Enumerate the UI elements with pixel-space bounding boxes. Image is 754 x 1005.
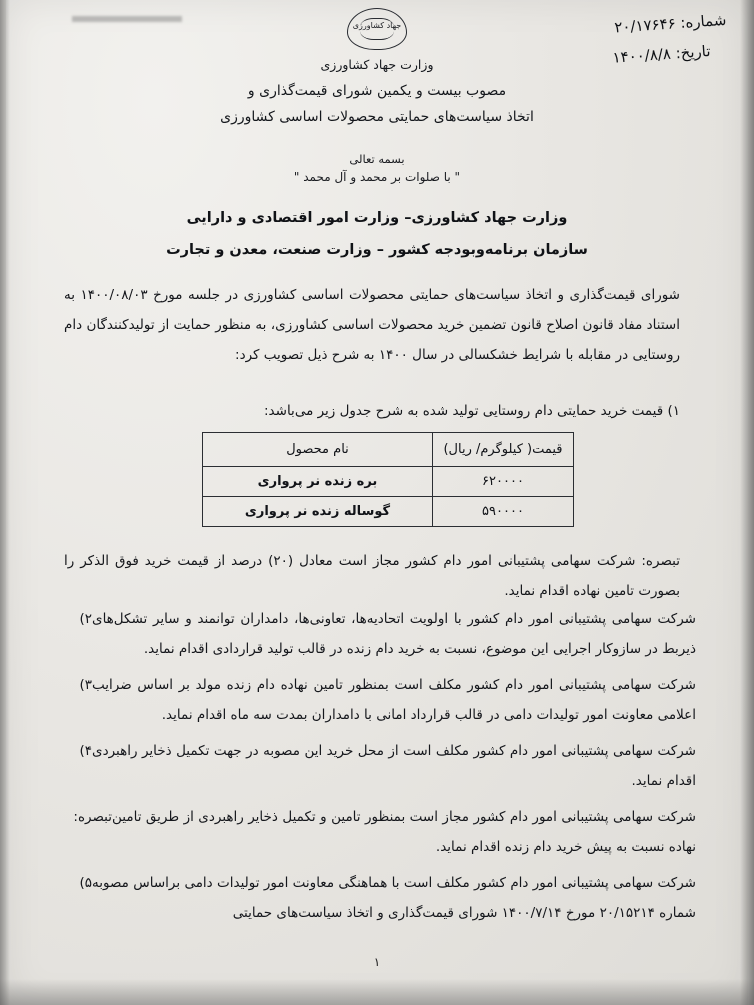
emblem-label: جهاد کشاورزی [352, 21, 402, 30]
ministries-line-2: سازمان برنامه‌وبودجه کشور – وزارت صنعت، معدن و تجارت [166, 242, 588, 258]
salavat-line: " با صلوات بر محمد و آل محمد " [293, 170, 461, 184]
table-header-product: نام محصول [203, 433, 433, 467]
document-header [0, 52, 754, 130]
addressed-ministries [0, 202, 754, 266]
scan-shadow-left [0, 0, 10, 1005]
table-cell-product: بره زنده نر پرواری [203, 467, 433, 497]
table-cell-product: گوساله زنده نر پرواری [203, 497, 433, 527]
list-item-text: شرکت سهامی پشتیبانی امور دام کشور مکلف است از محل خرید این مصوبه در جهت تکمیل ذخایر راهبردی اقدام نماید. [92, 743, 696, 789]
price-table [202, 432, 574, 527]
list-item-marker: ۴) [79, 743, 92, 759]
page-number: ۱ [373, 955, 381, 969]
clause-1-intro: ۱) قیمت خرید حمایتی دام روستایی تولید شده به شرح جدول زیر می‌باشد: [264, 403, 680, 419]
besmeh-taali: بسمه تعالی [349, 152, 405, 166]
ministries-line-1: وزارت جهاد کشاورزی– وزارت امور اقتصادی و دارایی [186, 210, 568, 226]
header-ministry-line: وزارت جهاد کشاورزی [320, 57, 434, 72]
handwritten-number: شماره: ۲۰/۱۷۶۴۶ [613, 10, 727, 37]
scan-shadow-bottom [0, 979, 754, 1005]
table-header-price: قیمت( کیلوگرم/ ریال) [433, 433, 574, 467]
handwritten-date: تاریخ: ۱۴۰۰/۸/۸ [611, 41, 712, 67]
list-item-text: شرکت سهامی پشتیبانی امور دام کشور مکلف است بمنظور تامین نهاده دام زنده مولد بر اساس ضرایب اعلامی معاونت امور تولیدات دامی در قالب قرارداد امانی با دامداران بمدت سه ماه اقدام نماید. [92, 677, 696, 723]
clause-1-note: تبصره: شرکت سهامی پشتیبانی امور دام کشور مجاز است معادل (۲۰) درصد از قیمت خرید فوق الذکر را بصورت تامین نهاده اقدام نماید. [64, 553, 680, 599]
clause-list [58, 604, 696, 934]
preamble-paragraph: شورای قیمت‌گذاری و اتخاذ سیاست‌های حمایتی محصولات اساسی کشاورزی در جلسه مورخ ۱۴۰۰/۰۸/۰۳ به استناد مفاد قانون اصلاح قانون تضمین خرید محصولات اساسی کشاورزی، به منظور حمایت از تولیدکنندگان دام روستایی در مقابله با شرایط خشکسالی در سال ۱۴۰۰ به شرح ذیل تصویب کرد: [64, 287, 680, 363]
table-cell-price: ۵۹۰۰۰۰ [433, 497, 574, 527]
list-item [58, 670, 696, 730]
list-item-text: شرکت سهامی پشتیبانی امور دام کشور مجاز است بمنظور تامین و تکمیل ذخایر راهبردی از طریق تامین نهاده نسبت به پیش خرید دام زنده اقدام نماید. [112, 809, 696, 855]
list-item-marker: تبصره: [73, 809, 112, 825]
list-item-note [58, 802, 696, 862]
table-cell-price: ۶۲۰۰۰۰ [433, 467, 574, 497]
list-item-marker: ۵) [79, 875, 92, 891]
list-item [58, 604, 696, 664]
list-item-text: شرکت سهامی پشتیبانی امور دام کشور مکلف است با هماهنگی معاونت امور تولیدات دامی براساس مصوبه شماره ۲۰/۱۵۲۱۴ مورخ ۱۴۰۰/۷/۱۴ شورای قیمت‌گذاری و اتخاذ سیاست‌های حمایتی [92, 875, 696, 921]
ministry-emblem-container [0, 8, 754, 54]
list-item-marker: ۲) [79, 611, 92, 627]
header-council-line-2: اتخاذ سیاست‌های حمایتی محصولات اساسی کشاورزی [220, 109, 534, 125]
table-header-row [203, 433, 574, 467]
table-row [203, 497, 574, 527]
list-item-marker: ۳) [79, 677, 92, 693]
list-item [58, 736, 696, 796]
ministry-emblem-icon [347, 8, 407, 50]
list-item-text: شرکت سهامی پشتیبانی امور دام کشور با اولویت اتحادیه‌ها، تعاونی‌ها، دامداران توانمند و سایر تشکل‌های ذیربط در سازوکار اجرایی این موضوع، نسبت به خرید دام زنده در قالب تولید قراردادی اقدام نماید. [92, 611, 696, 657]
scan-shadow-right [740, 0, 754, 1005]
list-item [58, 868, 696, 928]
table-row [203, 467, 574, 497]
header-council-line-1: مصوب بیست و یکمین شورای قیمت‌گذاری و [247, 83, 507, 99]
